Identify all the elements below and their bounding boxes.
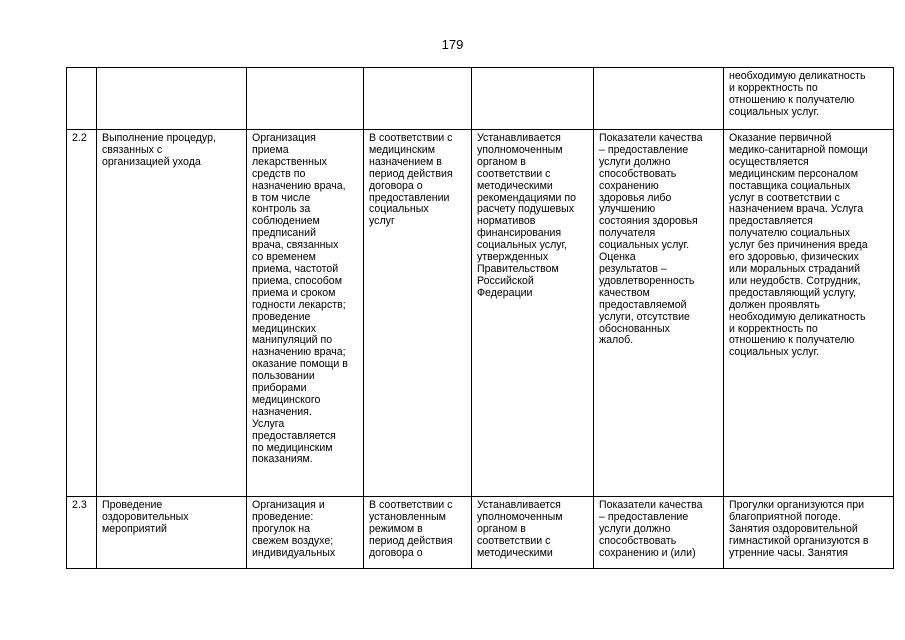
cell-service-term: В соответствии с установленным режимом в период действия договора о <box>364 497 472 569</box>
cell-service-term <box>364 68 472 130</box>
cell-service-conditions: Оказание первичной медико-санитарной помощи осуществляется медицинским персоналом поставщика социальных услуг в соответствии с назначением врача. Услуга предоставляется получателю социальных услуг без причинения вреда его здоровью, физических или моральных страданий или неудобств. Сотрудник, предоставляющий услугу, должен проявлять необходимую деликатность и корректность по отношению к получателю социальных услуг. <box>724 130 894 497</box>
cell-service-name <box>97 68 247 130</box>
cell-service-name: Проведение оздоровительных мероприятий <box>97 497 247 569</box>
cell-service-content <box>247 68 364 130</box>
table-row <box>67 130 894 497</box>
cell-service-content: Организация приема лекарственных средств по назначению врача, в том числе контроль за соблюдением предписаний врача, связанных со временем приема, частотой приема, способом приема и сроком годности лекарств; проведение медицинских манипуляций по назначению врача; оказание помощи в пользовании приборами медицинского назначения. Услуга предоставляется по медицинским показаниям. <box>247 130 364 497</box>
table-row <box>67 68 894 130</box>
cell-number: 2.2 <box>67 130 97 497</box>
cell-service-cost: Устанавливается уполномоченным органом в соответствии с методическими <box>472 497 594 569</box>
cell-quality-indicators: Показатели качества – предоставление услуги должно способствовать сохранению здоровья либо улучшению состояния здоровья получателя социальных услуг. Оценка результатов – удовлетворенность качеством предоставляемой услуги, отсутствие обоснованных жалоб. <box>594 130 724 497</box>
cell-service-term: В соответствии с медицинским назначением в период действия договора о предоставлении социальных услуг <box>364 130 472 497</box>
table-row <box>67 497 894 569</box>
cell-service-cost: Устанавливается уполномоченным органом в соответствии с методическими рекомендациями по расчету подушевых нормативов финансирования социальных услуг, утвержденных Правительством Российской Федерации <box>472 130 594 497</box>
cell-service-conditions: необходимую деликатность и корректность по отношению к получателю социальных услуг. <box>724 68 894 130</box>
cell-service-content: Организация и проведение: прогулок на свежем воздухе; индивидуальных <box>247 497 364 569</box>
cell-quality-indicators: Показатели качества – предоставление услуги должно способствовать сохранению и (или) <box>594 497 724 569</box>
cell-service-conditions: Прогулки организуются при благоприятной погоде. Занятия оздоровительной гимнастикой организуются в утренние часы. Занятия <box>724 497 894 569</box>
cell-service-name: Выполнение процедур, связанных с организацией ухода <box>97 130 247 497</box>
cell-number: 2.3 <box>67 497 97 569</box>
cell-service-cost <box>472 68 594 130</box>
page-number: 179 <box>441 37 464 52</box>
cell-number <box>67 68 97 130</box>
cell-quality-indicators <box>594 68 724 130</box>
services-table <box>66 67 894 569</box>
